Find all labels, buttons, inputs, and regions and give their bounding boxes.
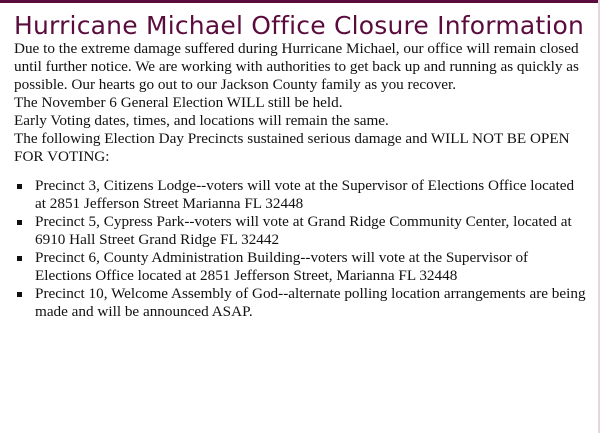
list-item (14, 249, 586, 285)
bullet-icon (17, 184, 22, 189)
intro-paragraph: Due to the extreme damage suffered during Hurricane Michael, our office will remain closed until further notice. We are working with authorities to get back up and running as quickly as possible. Our hearts go out to our Jackson County family as you recover. (14, 40, 579, 93)
list-item (14, 177, 586, 213)
election-note: The November 6 General Election WILL still be held. (14, 94, 343, 111)
precincts-intro: The following Election Day Precincts sustained serious damage and WILL NOT BE OPEN FOR VOTING: (14, 130, 570, 165)
precinct-text: Precinct 6, County Administration Building--voters will vote at the Supervisor of Elections Office located at 2851 Jefferson Street, Marianna FL 32448 (35, 249, 529, 284)
precinct-list (14, 177, 586, 321)
article-body (14, 40, 586, 321)
precinct-text: Precinct 5, Cypress Park--voters will vote at Grand Ridge Community Center, located at 6910 Hall Street Grand Ridge FL 32442 (35, 213, 572, 248)
page-title: Hurricane Michael Office Closure Information (14, 11, 585, 40)
bullet-icon (17, 292, 22, 297)
precinct-text: Precinct 3, Citizens Lodge--voters will vote at the Supervisor of Elections Office located at 2851 Jefferson Street Marianna FL 32448 (35, 177, 575, 212)
main-content (14, 12, 586, 321)
bullet-icon (17, 220, 22, 225)
bullet-icon (17, 256, 22, 261)
precinct-text: Precinct 10, Welcome Assembly of God--alternate polling location arrangements are being made and will be announced ASAP. (35, 285, 586, 320)
early-voting-note: Early Voting dates, times, and locations will remain the same. (14, 112, 389, 129)
top-accent-bar (0, 0, 600, 3)
list-item (14, 213, 586, 249)
list-item (14, 285, 586, 321)
